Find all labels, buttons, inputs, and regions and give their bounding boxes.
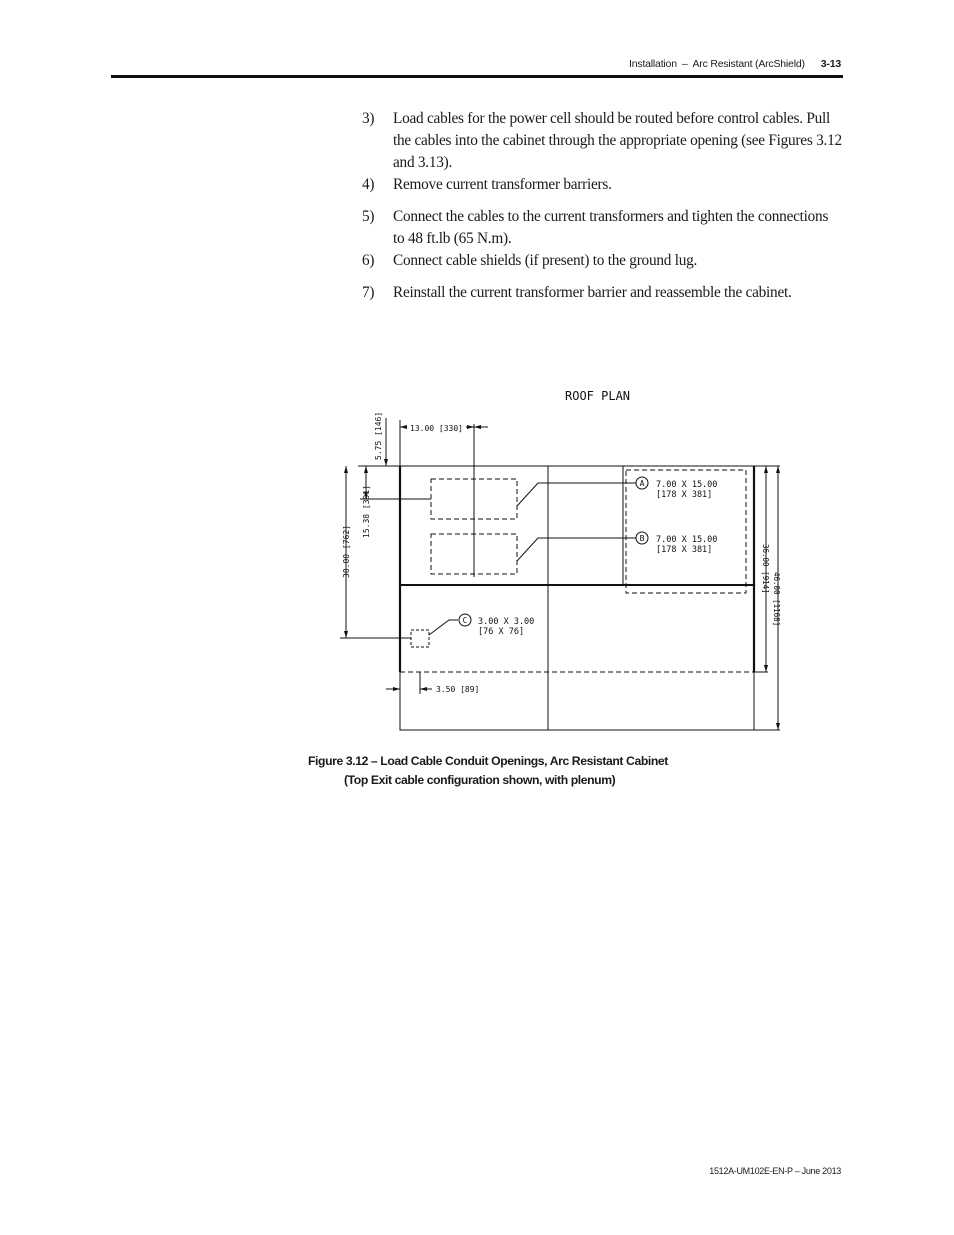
step-text: Reinstall the current transformer barrier and reassemble the cabinet. <box>393 284 792 301</box>
header-separator: – <box>681 58 688 70</box>
step-number: 4) <box>362 176 375 193</box>
step-text: Load cables for the power cell should be routed before control cables. Pull the cables into the cabinet through the appropriate opening (see Figures 3.12 and 3.13). <box>393 110 842 171</box>
opening-b-size: 7.00 X 15.00 <box>656 535 718 545</box>
opening-a-metric: [178 X 381] <box>656 490 713 500</box>
opening-c-size: 3.00 X 3.00 <box>478 617 535 627</box>
figure-caption <box>308 752 728 790</box>
caption-line-2: (Top Exit cable configuration shown, with plenum) <box>344 773 616 787</box>
opening-c-outline <box>411 630 429 647</box>
step-6 <box>362 250 842 272</box>
leader-b <box>517 538 636 561</box>
dim-5-75: 5.75 [146] <box>374 411 383 460</box>
step-7 <box>362 282 842 304</box>
step-text: Connect the cables to the current transformers and tighten the connections to 48 ft.lb (65 N.m). <box>393 208 829 247</box>
opening-c-metric: [76 X 76] <box>478 627 525 637</box>
dim-30: 30.00 [762] <box>342 525 351 578</box>
step-number: 7) <box>362 284 375 301</box>
drawing-title: ROOF PLAN <box>565 389 631 403</box>
leader-c <box>429 620 458 635</box>
step-number: 3) <box>362 110 375 127</box>
caption-line-1: Figure 3.12 – Load Cable Conduit Openings, Arc Resistant Cabinet <box>308 754 668 768</box>
step-5 <box>362 206 842 250</box>
step-3 <box>362 108 842 174</box>
step-4 <box>362 174 842 196</box>
opening-a-size: 7.00 X 15.00 <box>656 480 718 490</box>
dim-36: 36.00 [914] <box>761 544 770 594</box>
step-text: Connect cable shields (if present) to the ground lug. <box>393 252 698 269</box>
step-number: 6) <box>362 252 375 269</box>
header-section: Installation <box>629 58 677 70</box>
dim-15-38: 15.38 [391] <box>362 485 371 538</box>
tag-b: B <box>639 534 645 543</box>
leader-a <box>517 483 636 506</box>
step-number: 5) <box>362 208 375 225</box>
header-topic: Arc Resistant (ArcShield) <box>692 58 805 70</box>
dim-13: 13.00 [330] <box>410 424 463 433</box>
dim-46: 46.00 [1168] <box>772 572 781 627</box>
roof-plan-drawing <box>330 380 790 740</box>
tag-a: A <box>639 479 645 488</box>
dim-3-50: 3.50 [89] <box>436 685 480 694</box>
page-number: 3-13 <box>820 58 841 70</box>
running-header <box>629 58 841 70</box>
procedure-steps <box>362 108 842 304</box>
tag-c: C <box>462 616 468 625</box>
header-rule <box>111 75 843 78</box>
page-footer: 1512A-UM102E-EN-P – June 2013 <box>709 1166 841 1176</box>
opening-b-metric: [178 X 381] <box>656 545 713 555</box>
step-text: Remove current transformer barriers. <box>393 176 612 193</box>
